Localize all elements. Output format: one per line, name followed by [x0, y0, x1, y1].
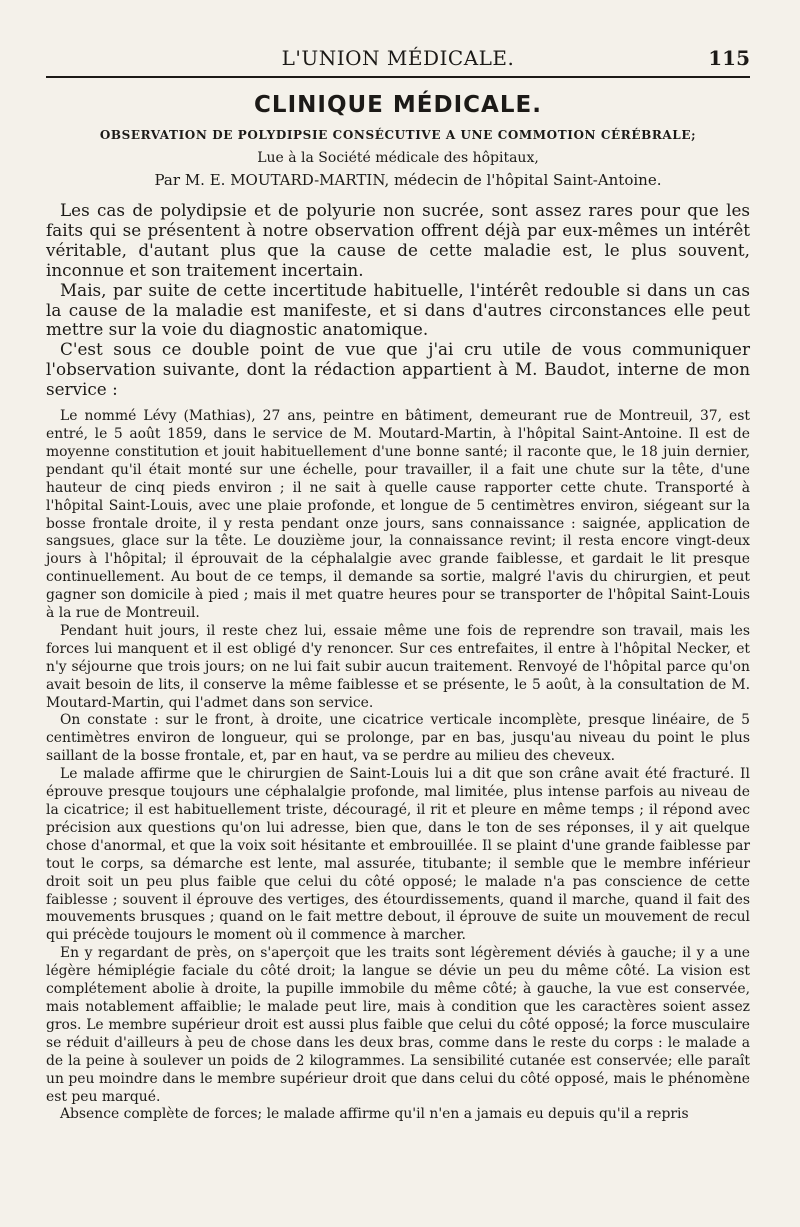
intro-paragraph: Les cas de polydipsie et de polyurie non sucrée, sont assez rares pour que les faits qui se présentent à notre observation offrent déjà par eux-mêmes un intérêt véritable, d'autant plus que la cause de cette maladie est, le plus souvent, inconnue et son traitement incertain.: [46, 200, 750, 280]
article-author: Par M. E. MOUTARD-MARTIN, médecin de l'hôpital Saint-Antoine.: [154, 171, 662, 189]
running-title: L'UNION MÉDICALE.: [281, 46, 515, 70]
page-number: 115: [708, 46, 750, 70]
intro-paragraph: C'est sous ce double point de vue que j'ai cru utile de vous communiquer l'observation suivante, dont la rédaction appartient à M. Baudot, interne de mon service :: [46, 339, 750, 400]
intro-text: [46, 201, 750, 400]
body-paragraph: En y regardant de près, on s'aperçoit que les traits sont légèrement déviés à gauche; il y a une légère hémiplégie faciale du côté droit; la langue se dévie un peu du même côté. La vision est complétement abolie à droite, la pupille immobile du même côté; à gauche, la vue est conservée, mais notablement affaiblie; le malade peut lire, mais à condition que les caractères soient assez gros. Le membre supérieur droit est aussi plus faible que celui du côté opposé; la force musculaire se réduit d'ailleurs à peu de chose dans les deux bras, comme dans le reste du corps : le malade a de la peine à soulever un poids de 2 kilogrammes. La sensibilité cutanée est conservée; elle paraît un peu moindre dans le membre supérieur droit que dans celui du côté opposé, mais le phénomène est peu marqué.: [46, 945, 750, 1105]
observation-text: [46, 408, 750, 1124]
body-paragraph: On constate : sur le front, à droite, une cicatrice verticale incomplète, presque linéaire, de 5 centimètres environ de longueur, qui se prolonge, par en bas, jusqu'au niveau du point le plus saillant de la bosse frontale, et, par en haut, va se perdre au milieu des cheveux.: [46, 712, 750, 765]
running-header: [46, 42, 750, 78]
body-paragraph: Le nommé Lévy (Mathias), 27 ans, peintre en bâtiment, demeurant rue de Montreuil, 37, est entré, le 5 août 1859, dans le service de M. Moutard-Martin, à l'hôpital Saint-Antoine. Il est de moyenne constitution et jouit habituellement d'une bonne santé; il raconte que, le 18 juin dernier, pendant qu'il était monté sur une échelle, pour travailler, il a fait une chute sur la tête, d'une hauteur de cinq pieds environ ; il ne sait à quelle cause rapporter cette chute. Transporté à l'hôpital Saint-Louis, avec une plaie profonde, et longue de 5 centimètres environ, siégeant sur la bosse frontale droite, il y resta pendant onze jours, sans connaissance : saignée, application de sangsues, glace sur la tête. Le douzième jour, la connaissance revint; il resta encore vingt-deux jours à l'hôpital; il éprouvait de la céphalalgie avec grande faiblesse, et gardait le lit presque continuellement. Au bout de ce temps, il demande sa sortie, malgré l'avis du chirurgien, et peut gagner son domicile à pied ; mais il met quatre heures pour se transporter de l'hôpital Saint-Louis à la rue de Montreuil.: [46, 408, 750, 622]
article-read-at: Lue à la Société médicale des hôpitaux,: [257, 150, 539, 166]
article-title: OBSERVATION DE POLYDIPSIE CONSÉCUTIVE A UNE COMMOTION CÉRÉBRALE;: [99, 128, 697, 142]
body-paragraph: Absence complète de forces; le malade affirme qu'il n'en a jamais eu depuis qu'il a repris: [60, 1106, 689, 1123]
intro-paragraph: Mais, par suite de cette incertitude habituelle, l'intérêt redouble si dans un cas la cause de la maladie est manifeste, et si dans d'autres circonstances elle peut mettre sur la voie du diagnostic anatomique.: [46, 279, 750, 340]
body-paragraph: Le malade affirme que le chirurgien de Saint-Louis lui a dit que son crâne avait été fracturé. Il éprouve presque toujours une céphalalgie profonde, mal limitée, plus intense parfois au niveau de la cicatrice; il est habituellement triste, découragé, il rit et pleure en même temps ; il répond avec précision aux questions qu'on lui adresse, bien que, dans le ton de ses réponses, il y ait quelque chose d'anormal, et que la voix soit hésitante et embrouillée. Il se plaint d'une grande faiblesse par tout le corps, sa démarche est lente, mal assurée, titubante; il semble que le membre inférieur droit soit un peu plus faible que celui du côté opposé; le malade n'a pas conscience de cette faiblesse ; souvent il éprouve des vertiges, des étourdissements, quand il marche, quand il fait des mouvements brusques ; quand on le fait mettre debout, il éprouve de suite un mouvement de recul qui précède toujours le moment où il commence à marcher.: [46, 766, 750, 944]
body-paragraph: Pendant huit jours, il reste chez lui, essaie même une fois de reprendre son travail, mais les forces lui manquent et il est obligé d'y renoncer. Sur ces entrefaites, il entre à l'hôpital Necker, et n'y séjourne que trois jours; on ne lui fait subir aucun traitement. Renvoyé de l'hôpital parce qu'on avait besoin de lits, il conserve la même faiblesse et se présente, le 5 août, à la consultation de M. Moutard-Martin, qui l'admet dans son service.: [46, 622, 750, 711]
section-title: CLINIQUE MÉDICALE.: [254, 92, 542, 118]
